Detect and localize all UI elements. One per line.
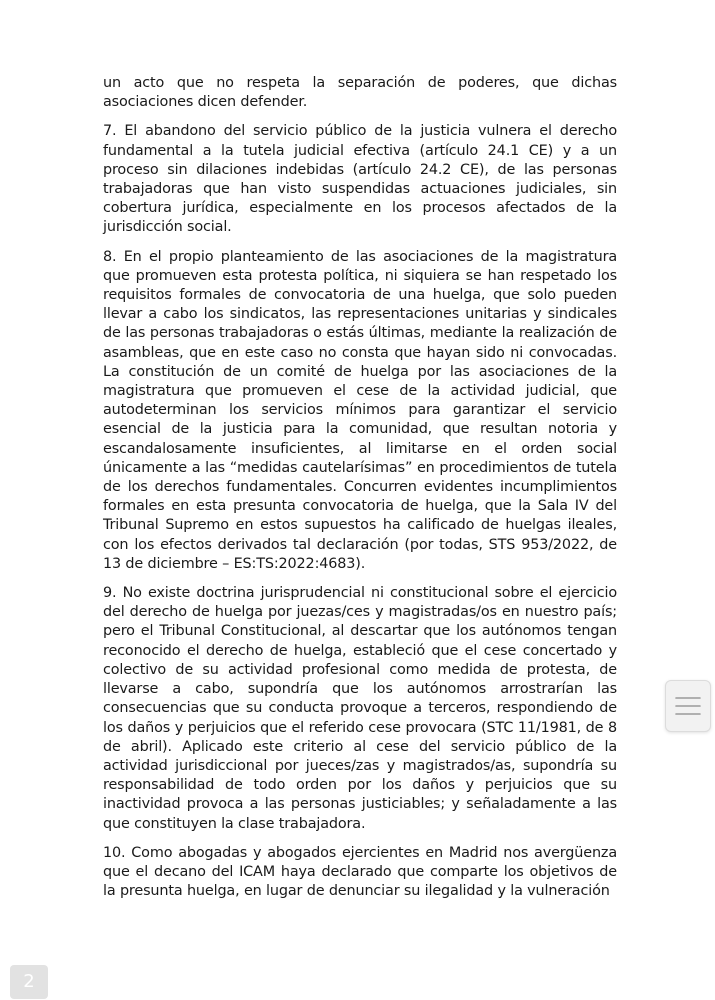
- paragraph-9: 9. No existe doctrina jurisprudencial ni constitucional sobre el ejercicio del derecho de huelga por juezas/ces y magistradas/os en nuestro país; pero el Tribunal Constitucional, al descartar que los autónomos tengan reconocido el derecho de huelga, estableció que el cese concertado y colectivo de su actividad profesional como medida de protesta, de llevarse a cabo, supondría que los autónomos arrostrarían las consecuencias que su conducta provoque a terceros, respondiendo de los daños y perjuicios que el referido cese provocara (STC 11/1981, de 8 de abril). Aplicado este criterio al cese del servicio público de la actividad jurisdiccional por jueces/zas y magistrados/as, supondría su responsabilidad de todo orden por los daños y perjuicios que su inactividad provoca a las personas justiciables; y señaladamente a las que constituyen la clase trabajadora.: [103, 585, 617, 832]
- paragraph-intro-continuation: un acto que no respeta la separación de poderes, que dichas asociaciones dicen defender.: [103, 75, 617, 111]
- page-number-badge: 2: [10, 965, 48, 999]
- document-body: [103, 74, 617, 911]
- menu-button[interactable]: [665, 680, 711, 732]
- paragraph-10: 10. Como abogadas y abogados ejercientes en Madrid nos avergüenza que el decano del ICAM haya declarado que comparte los objetivos de la presunta huelga, en lugar de denunciar su ilegalidad y la vulneración: [103, 844, 617, 900]
- hamburger-menu-icon: [675, 695, 701, 717]
- paragraph-7: 7. El abandono del servicio público de la justicia vulnera el derecho fundamental a la tutela judicial efectiva (artículo 24.1 CE) y a un proceso sin dilaciones indebidas (artículo 24.2 CE), de las personas trabajadoras que han visto suspendidas actuaciones judiciales, sin cobertura jurídica, especialmente en los procesos afectados de la jurisdicción social.: [103, 123, 617, 236]
- paragraph-8: 8. En el propio planteamiento de las asociaciones de la magistratura que promueven esta protesta política, ni siquiera se han respetado los requisitos formales de convocatoria de una huelga, que solo pueden llevar a cabo los sindicatos, las representaciones unitarias y sindicales de las personas trabajadoras o estás últimas, mediante la realización de asambleas, que en este caso no consta que hayan sido ni convocadas. La constitución de un comité de huelga por las asociaciones de la magistratura que promueven el cese de la actividad judicial, que autodeterminan los servicios mínimos para garantizar el servicio esencial de la justicia para la comunidad, que resultan notoria y escandalosamente insuficientes, al limitarse en el orden social únicamente a las “medidas cautelarísimas” en procedimientos de tutela de los derechos fundamentales. Concurren evidentes incumplimientos formales en esta presunta convocatoria de huelga, que la Sala IV del Tribunal Supremo en estos supuestos ha calificado de huelgas ileales, con los efectos derivados tal declaración (por todas, STS 953/2022, de 13 de diciembre – ES:TS:2022:4683).: [103, 248, 617, 572]
